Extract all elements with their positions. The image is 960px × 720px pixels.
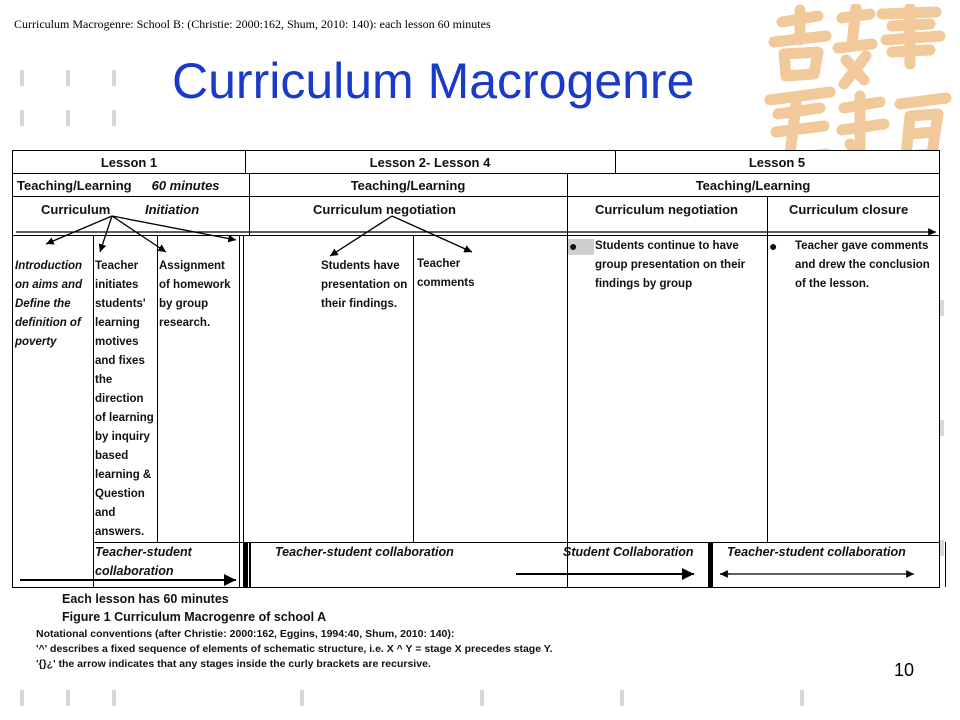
curriculum-label: Curriculum — [41, 201, 111, 217]
stage-arrow — [392, 216, 472, 252]
lesson-2-4-header: Lesson 2- Lesson 4 — [369, 155, 491, 170]
figure-caption-title: Figure 1 Curriculum Macrogenre of school A — [62, 610, 327, 624]
stage-arrow — [46, 216, 112, 244]
bullet-icon: ● — [569, 238, 578, 254]
teaching-learning-lesson-2-4: Teaching/Learning — [350, 178, 466, 193]
collaboration-label-2: Teacher-student collaboration — [275, 545, 454, 559]
figure-caption-duration: Each lesson has 60 minutes — [62, 592, 229, 606]
bullet-icon: ● — [769, 238, 778, 254]
duration-label: 60 minutes — [151, 178, 220, 193]
page-title: Curriculum Macrogenre — [172, 53, 695, 109]
stage-arrow — [330, 216, 392, 256]
notation-note-2: '^' describes a fixed sequence of elements of schematic structure, i.e. X ^ Y = stage X precedes stage Y. — [36, 643, 553, 655]
lesson-5-header: Lesson 5 — [748, 155, 806, 170]
teaching-learning-lesson-5: Teaching/Learning — [695, 178, 811, 193]
collaboration-label-3: Student Collaboration — [563, 545, 694, 559]
lesson1-assignment-text: Assignment of homework by group research. — [159, 260, 231, 329]
curriculum-negotiation-label-1: Curriculum negotiation — [313, 201, 456, 217]
sequence-bar — [708, 543, 711, 587]
teacher-comments-text: Teacher comments — [417, 258, 475, 289]
lesson1-teacher-initiates-text: Teacher initiates students' learning motives and fixes the direction of learning by inquiry based learning & Question and answers. — [95, 260, 154, 538]
curriculum-negotiation-label-2: Curriculum negotiation — [595, 201, 738, 217]
teaching-label: Teaching/Learning — [17, 178, 132, 193]
notation-note-3: '{}¿' the arrow indicates that any stages inside the curly brackets are recursive. — [36, 658, 431, 670]
lesson-1-header: Lesson 1 — [100, 155, 158, 170]
notation-note-1: Notational conventions (after Christie: 2000:162, Eggins, 1994:40, Shum, 2010: 140): — [36, 628, 455, 640]
collaboration-label-1: Teacher-student collaboration — [95, 545, 192, 578]
teacher-conclusion-text: Teacher gave comments and drew the conclusion of the lesson. — [795, 240, 930, 290]
curriculum-closure-label: Curriculum closure — [789, 201, 909, 217]
students-continue-text: Students continue to have group presentation on their findings by group — [595, 240, 746, 290]
stage-arrow — [100, 216, 112, 252]
initiation-label: Initiation — [145, 201, 200, 217]
students-presentation-text: Students have presentation on their findings. — [321, 260, 408, 310]
lesson1-introduction-text: Introduction on aims and Define the definition of poverty — [15, 260, 83, 348]
header-note: Curriculum Macrogenre: School B: (Christie: 2000:162, Shum, 2010: 140): each lesson 60 minutes — [14, 17, 491, 31]
sequence-bar — [244, 543, 248, 587]
page-number: 10 — [894, 660, 915, 680]
collaboration-label-4: Teacher-student collaboration — [727, 545, 906, 559]
